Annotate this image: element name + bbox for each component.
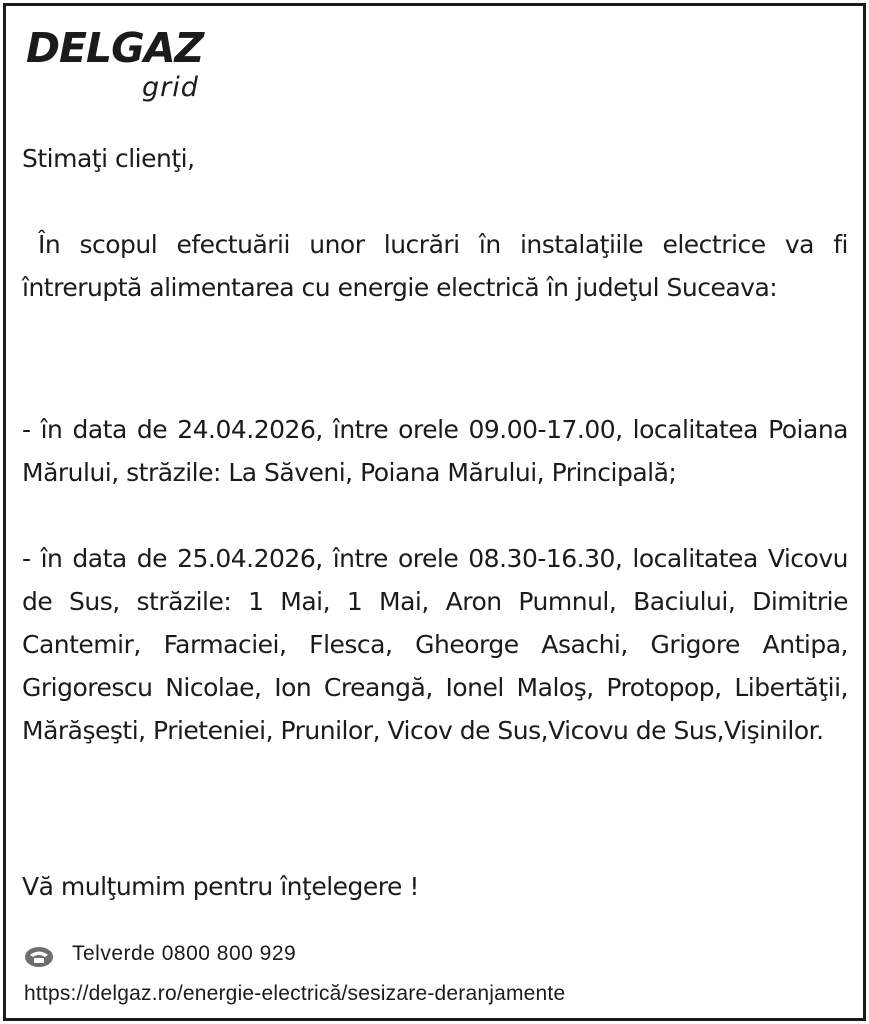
intro-paragraph: În scopul efectuării unor lucrări în instalaţiile electrice va fi întreruptă alimentarea cu energie electrică în judeţul Suceava: <box>22 230 848 302</box>
logo-subtext: grid <box>142 72 199 103</box>
greeting: Stimaţi clienţi, <box>22 144 195 173</box>
phone-icon <box>24 946 54 968</box>
website-link[interactable]: https://delgaz.ro/energie-electrică/sesizare-deranjamente <box>24 982 566 1005</box>
logo-wordmark: DELGAZ <box>26 24 204 72</box>
notice-page <box>3 3 866 1021</box>
outage-item: - în data de 25.04.2026, între orele 08.30-16.30, localitatea Vicovu de Sus, străzile: 1 Mai, 1 Mai, Aron Pumnul, Baciului, Dimitrie Cantemir, Farmaciei, Flesca, Gheorge Asachi, Grigore Antipa, Grigorescu Nicolae, Ion Creangă, Ionel Maloş, Protopop, Libertăţii, Mărăşeşti, Prieteniei, Prunilor, Vicov de Sus,Vicovu de Sus,Vişinilor. <box>22 544 848 745</box>
thanks-line: Vă mulţumim pentru înţelegere ! <box>22 872 419 901</box>
delgaz-grid-logo <box>26 24 236 108</box>
contact-line <box>24 940 624 972</box>
outage-item: - în data de 24.04.2026, între orele 09.00-17.00, localitatea Poiana Mărului, străzile: La Săveni, Poiana Mărului, Principală; <box>22 415 848 487</box>
phone-number: Telverde 0800 800 929 <box>72 942 297 965</box>
